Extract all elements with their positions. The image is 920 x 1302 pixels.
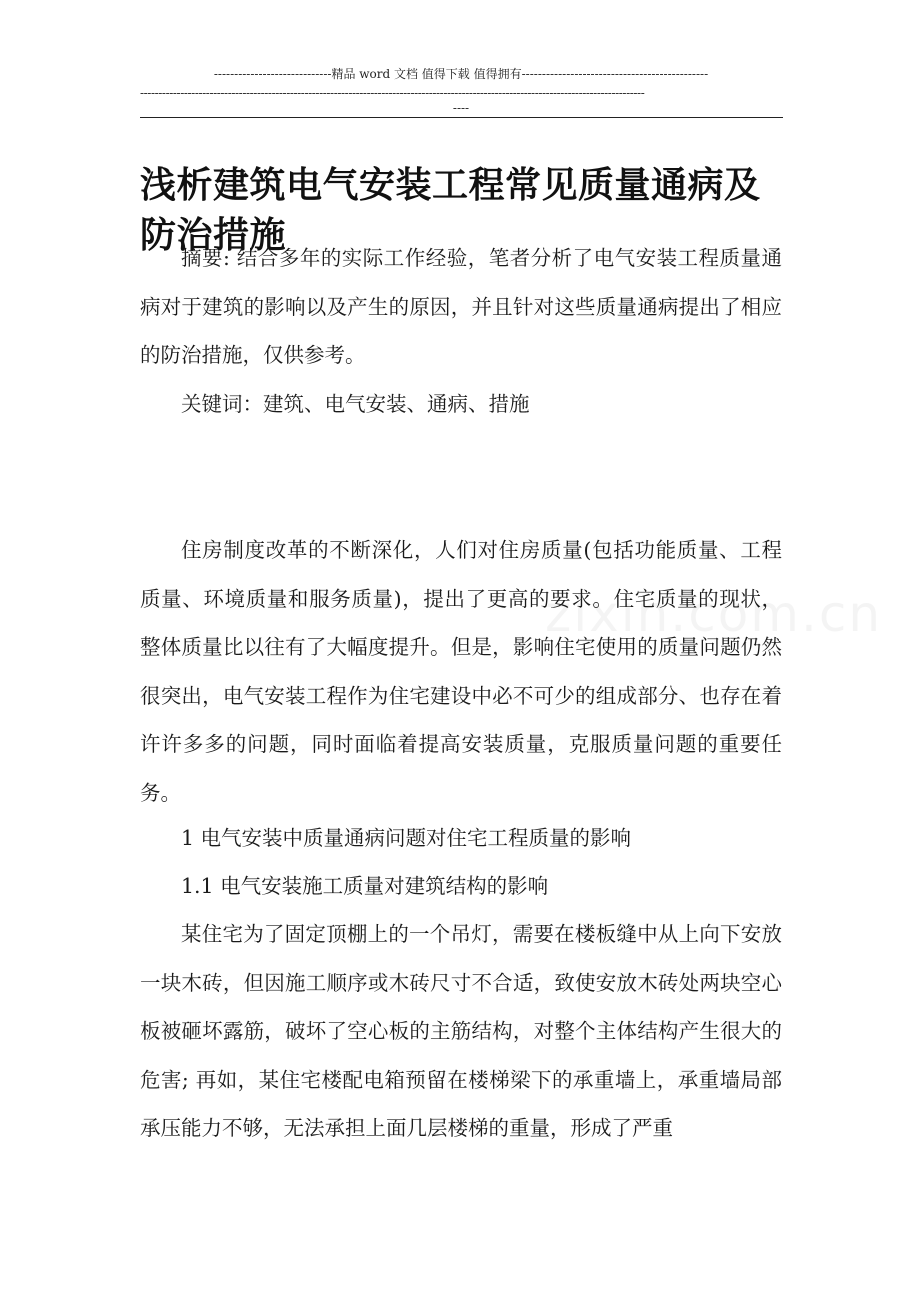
header-dash-tail: ---- — [452, 101, 470, 115]
header-banner: -----------------------------精品 word 文档 值得下载 值得拥有---------------------------------------------- — [213, 67, 709, 81]
intro-paragraph: 住房制度改革的不断深化，人们对住房质量(包括功能质量、工程质量、环境质量和服务质量)，提出了更高的要求。住宅质量的现状，整体质量比以往有了大幅度提升。但是，影响住宅使用的质量问题仍然很突出，电气安装工程作为住宅建设中必不可少的组成部分、也存在着许许多多的问题，同时面临着提高安装质量，克服质量问题的重要任务。 — [140, 538, 782, 805]
section-heading-1: 1 电气安装中质量通病问题对住宅工程质量的影响 — [181, 826, 632, 850]
header-rule — [140, 117, 783, 118]
document-title: 浅析建筑电气安装工程常见质量通病及防治措施 — [140, 164, 761, 257]
section-heading-1-1: 1.1 电气安装施工质量对建筑结构的影响 — [181, 874, 549, 898]
header-dash-line: ------------------------------------------------------------------------------------------------------------------------------------------ — [140, 86, 645, 100]
keywords-paragraph: 关键词：建筑、电气安装、通病、措施 — [181, 392, 530, 416]
body-paragraph: 某住宅为了固定顶棚上的一个吊灯，需要在楼板缝中从上向下安放一块木砖，但因施工顺序或木砖尺寸不合适，致使安放木砖处两块空心板被砸坏露筋，破坏了空心板的主筋结构，对整个主体结构产生很大的危害; 再如，某住宅楼配电箱预留在楼梯梁下的承重墙上，承重墙局部承压能力不够，无法承担上面几层楼梯的重量，形成了严重 — [140, 922, 782, 1140]
abstract-paragraph: 摘要: 结合多年的实际工作经验，笔者分析了电气安装工程质量通病对于建筑的影响以及产生的原因，并且针对这些质量通病提出了相应的防治措施，仅供参考。 — [140, 246, 782, 367]
